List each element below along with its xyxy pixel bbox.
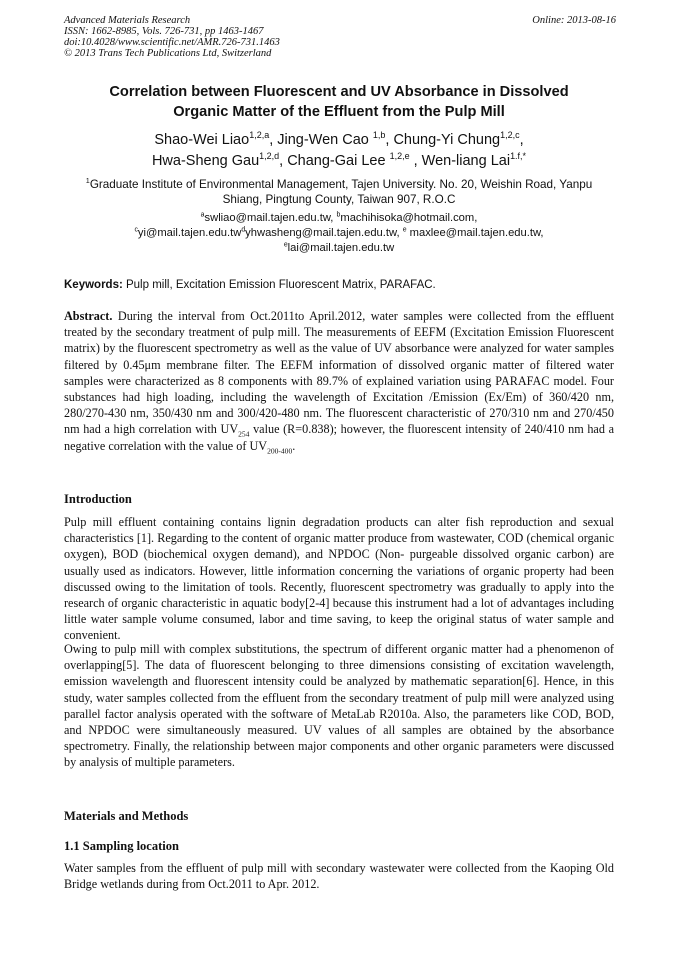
keywords — [64, 278, 614, 293]
affiliation-line-1 — [64, 177, 614, 192]
abstract-subscript: 254 — [238, 429, 250, 439]
introduction-heading: Introduction — [64, 492, 132, 506]
author-list — [64, 130, 614, 172]
email-list — [64, 211, 614, 256]
paper-title — [64, 82, 614, 122]
author-affil: 1.f,* — [510, 151, 527, 162]
email-line-3 — [64, 241, 614, 256]
introduction-paragraph-2: Owing to pulp mill with complex substitutions, the spectrum of different organic matter had a phenomenon of overlapping[5]. The data of fluorescent belonging to three dimensions consisting of excitation wavelength, emission wavelength and fluorescent intensity could be analyzed by mathematic separation[6]. Hence, in this study, water samples collected from the effluent from the secondary treatment of pulp mill were analyzed using parallel factor analysis operated with the software of MetaLab R2010a. Also, the parameters like COD, BOD, and NPDOC were simultaneously measured. UV values of all samples are obtained by the absorbance spectrometry. Finally, the relationship between major components and other organic parameters were discussed by analysis of multiple parameters. — [64, 642, 614, 770]
email-marker: a — [200, 211, 205, 219]
doi-line: doi:10.4028/www.scientific.net/AMR.726-731.1463 — [64, 37, 280, 48]
abstract — [64, 308, 614, 454]
author-name: Chung-Yi Chung — [393, 132, 501, 148]
author-line-2: Hwa-Sheng Gau$^{1,2,d}$, Chang-Gai Lee $^{1,2,e}$ , Wen-liang Lai$^{1.f,*}$ — [151, 151, 527, 169]
email-marker: c — [134, 226, 138, 234]
email-marker: b — [336, 211, 341, 219]
abstract-text: . — [292, 438, 296, 453]
abstract-text: value (R=0.838); however, the fluorescent intensity of 240/410 nm had a negative correlation with the value of UV — [64, 422, 614, 453]
title-line-2: Organic Matter of the Effluent from the Pulp Mill — [173, 104, 505, 120]
email-link[interactable]: machihisoka@hotmail.com, — [340, 212, 478, 224]
email-link[interactable]: swliao@mail.tajen.edu.tw, — [204, 212, 337, 224]
sampling-location-heading: 1.1 Sampling location — [64, 839, 179, 853]
keywords-label: Keywords: — [64, 279, 123, 291]
introduction-paragraph-1: Pulp mill effluent containing contains lignin degradation products can alter fish reproduction and sexual characteristics [1]. Regarding to the content of organic matter produce from wastewater, COD (chemical organic oxygen), BOD (biochemical oxygen demand), and NPDOC (Non- purgeable dissolved organic carbon) are usually used as indicators. However, little information concerning the variations of organic property had been discussed owing to the limitation of tools. Recently, fluorescent spectrometry was gradually to apply into the research of organic characteristic in aquatic body[2-4] because this instrument had a lot of advantages including little water sample volume consumed, labor and time saving, to keep the original status of water sample and convenient. — [64, 515, 614, 643]
author-name: Wen-liang Lai — [421, 153, 511, 169]
author-affil: 1,2,a — [249, 130, 270, 141]
email-link[interactable]: yhwasheng@mail.tajen.edu.tw, — [245, 227, 403, 239]
author-affil: 1,2,e — [389, 151, 410, 162]
affiliation-text: Graduate Institute of Environmental Management, Tajen University. No. 20, Weishin Road, Yanpu — [89, 178, 593, 191]
email-marker: e — [402, 226, 407, 234]
author-affil: 1,2,d — [259, 151, 280, 162]
affiliation-line-2: Shiang, Pingtung County, Taiwan 907, R.O.C — [222, 193, 456, 206]
author-name: Chang-Gai Lee — [287, 153, 390, 169]
keywords-text: Pulp mill, Excitation Emission Fluorescent Matrix, PARAFAC. — [122, 279, 436, 291]
author-name: Hwa-Sheng Gau — [151, 153, 260, 169]
abstract-subscript: 200-400 — [267, 446, 293, 456]
author-affil: 1,2,c — [500, 130, 520, 141]
online-date: Online: 2013-08-16 — [532, 15, 616, 26]
email-link[interactable]: yi@mail.tajen.edu.tw — [137, 227, 242, 239]
abstract-text: During the interval from Oct.2011to April.2012, water samples were collected from the effluent treated by the secondary treatment of pulp mill. The measurements of EEFM (Excitation Emission Fluorescent matrix) by the fluorescent spectrometry as well as the value of UV absorbance were analyzed for water samples filtered by 0.45μm membrane filter. The EEFM information of dissolved organic matter of filtered water samples were characterized as 8 components with 89.7% of explained variation using PARAFAC model. Four substances had high loading, including the wavelength of Excitation /Emission (Ex/Em) of 360/420 nm, 280/270-430 nm, 350/430 nm and 300/420-480 nm. The fluorescent characteristic of 270/310 nm and 270/450 nm had a high correlation with UV — [64, 309, 614, 437]
author-affil: 1,b — [372, 130, 386, 141]
issn-line: ISSN: 1662-8985, Vols. 726-731, pp 1463-1467 — [64, 26, 264, 37]
journal-name: Advanced Materials Research — [64, 15, 191, 26]
copyright-line: © 2013 Trans Tech Publications Ltd, Switzerland — [64, 48, 272, 59]
email-marker: e — [283, 241, 288, 249]
email-link[interactable]: maxlee@mail.tajen.edu.tw, — [406, 227, 544, 239]
methods-paragraph-1: Water samples from the effluent of pulp mill with secondary wastewater were collected from the Kaoping Old Bridge wetlands during from Oct.2011 to Apr. 2012. — [64, 861, 614, 892]
methods-heading: Materials and Methods — [64, 809, 189, 823]
title-line-1: Correlation between Fluorescent and UV Absorbance in Dissolved — [109, 84, 569, 100]
email-line-2 — [64, 226, 614, 241]
affiliation-number: 1 — [85, 176, 90, 186]
author-line-1: Shao-Wei Liao$^{1,2,a}$, Jing-Wen Cao $^{1,b}$, Chung-Yi Chung$^{1,2,c}$, — [154, 130, 524, 148]
email-line-1 — [64, 211, 614, 226]
journal-header — [64, 15, 280, 59]
email-marker: d — [241, 226, 246, 234]
abstract-label: Abstract. — [64, 309, 113, 323]
author-name: Jing-Wen Cao — [277, 132, 373, 148]
author-name: Shao-Wei Liao — [154, 132, 250, 148]
affiliation — [64, 177, 614, 207]
email-link[interactable]: lai@mail.tajen.edu.tw — [287, 242, 395, 254]
